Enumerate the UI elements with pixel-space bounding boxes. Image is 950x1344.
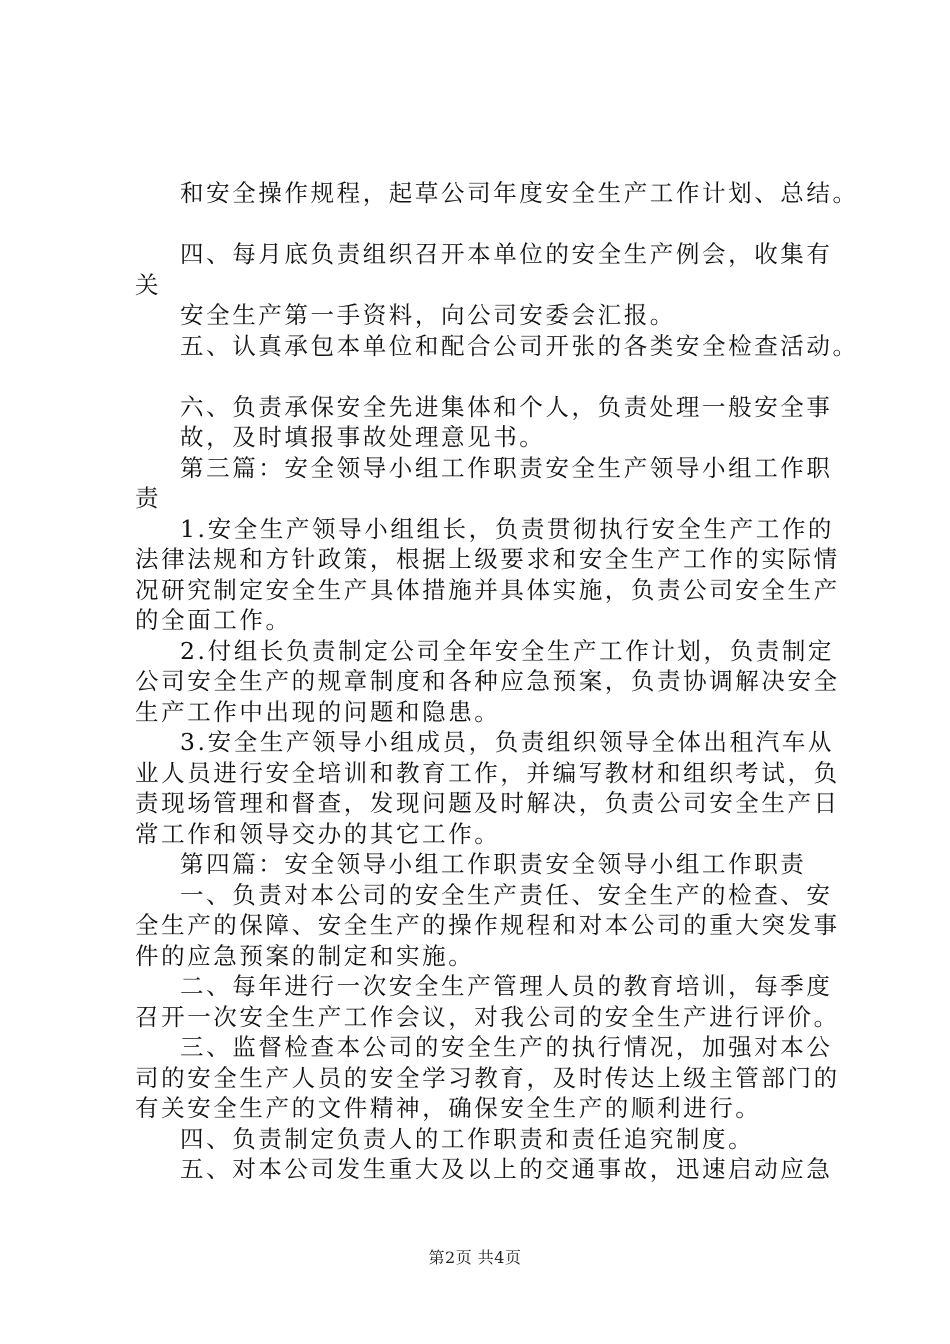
text-line: 2.付组长负责制定公司全年安全生产工作计划，负责制定: [180, 637, 835, 665]
text-line: 和安全操作规程，起草公司年度安全生产工作计划、总结。: [180, 179, 859, 207]
text-line: 一、负责对本公司的安全生产责任、安全生产的检查、安: [180, 881, 833, 909]
text-line: 六、负责承保安全先进集体和个人，负责处理一般安全事: [180, 393, 833, 421]
text-line: 法律法规和方针政策，根据上级要求和安全生产工作的实际情: [135, 545, 840, 573]
text-line: 业人员进行安全培训和教育工作，并编写教材和组织考试，负: [135, 759, 840, 787]
text-line: 三、监督检查本公司的安全生产的执行情况，加强对本公: [180, 1033, 833, 1061]
text-line: 司的安全生产人员的安全学习教育，及时传达上级主管部门的: [135, 1064, 840, 1092]
text-line: 1.安全生产领导小组组长，负责贯彻执行安全生产工作的: [180, 515, 835, 543]
text-line: 五、对本公司发生重大及以上的交通事故，迅速启动应急: [180, 1155, 833, 1183]
text-line: 全生产的保障、安全生产的操作规程和对本公司的重大突发事: [135, 911, 840, 939]
page-number-footer: 第2页 共4页: [428, 1248, 522, 1267]
text-line: 生产工作中出现的问题和隐患。: [135, 698, 501, 726]
text-line: 况研究制定安全生产具体措施并具体实施，负责公司安全生产: [135, 576, 840, 604]
text-line: 件的应急预案的制定和实施。: [135, 942, 475, 970]
text-line: 公司安全生产的规章制度和各种应急预案，负责协调解决安全: [135, 667, 840, 695]
text-line: 召开一次安全生产工作会议，对我公司的安全生产进行评价。: [135, 1003, 840, 1031]
text-line: 五、认真承包本单位和配合公司开张的各类安全检查活动。: [180, 332, 859, 360]
text-line: 二、每年进行一次安全生产管理人员的教育培训，每季度: [180, 972, 833, 1000]
text-line: 3.安全生产领导小组成员，负责组织领导全体出租汽车从: [180, 728, 835, 756]
text-line: 有关安全生产的文件精神，确保安全生产的顺利进行。: [135, 1094, 762, 1122]
text-line: 的全面工作。: [135, 606, 292, 634]
text-line: 常工作和领导交办的其它工作。: [135, 820, 501, 848]
text-line: 四、负责制定负责人的工作职责和责任追究制度。: [180, 1125, 755, 1153]
text-line: 第三篇：安全领导小组工作职责安全生产领导小组工作职: [180, 454, 833, 482]
text-line: 安全生产第一手资料，向公司安委会汇报。: [180, 301, 676, 329]
text-line: 第四篇：安全领导小组工作职责安全领导小组工作职责: [180, 850, 807, 878]
text-line: 关: [135, 271, 162, 299]
text-line: 责现场管理和督查，发现问题及时解决，负责公司安全生产日: [135, 789, 840, 817]
text-line: 责: [135, 484, 162, 512]
text-line: 故，及时填报事故处理意见书。: [180, 423, 546, 451]
text-line: 四、每月底负责组织召开本单位的安全生产例会，收集有: [180, 240, 833, 268]
